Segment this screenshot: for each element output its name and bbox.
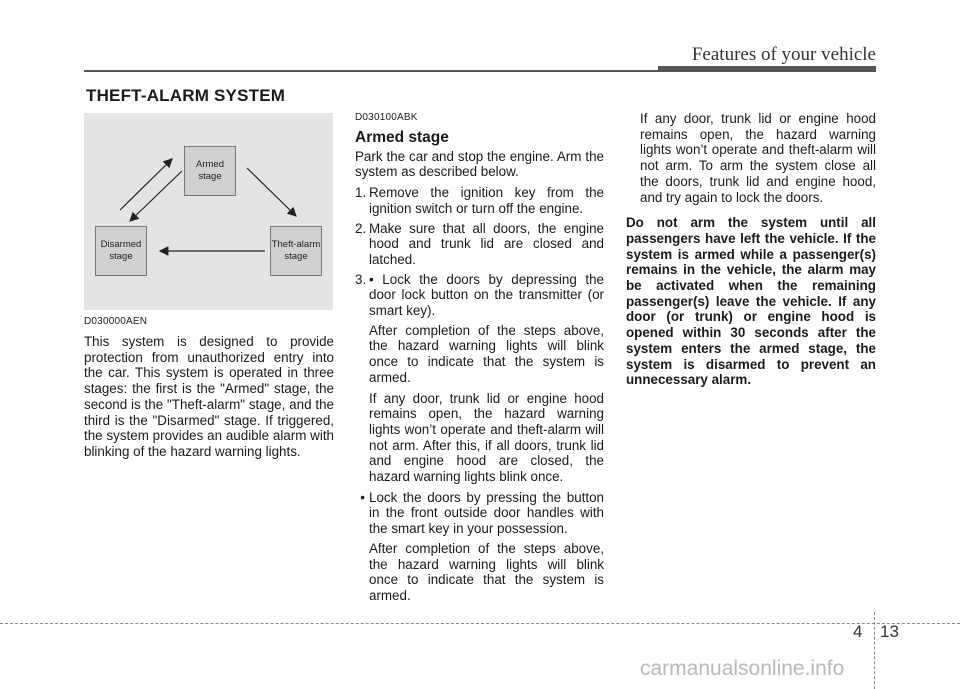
diagram-arrows (84, 113, 333, 310)
step-1-number: 1. (355, 185, 367, 201)
section-code: D030000AEN (84, 316, 148, 327)
column-3 (626, 111, 876, 393)
page-header-title: Features of your vehicle (691, 44, 876, 65)
theft-alarm-stage-label: Theft-alarm stage (271, 239, 321, 262)
chapter-number: 4 (853, 622, 863, 641)
step-2-number: 2. (355, 220, 367, 236)
column-2 (355, 112, 604, 609)
open-door-paragraph: If any door, trunk lid or engine hood remains open, the hazard warning lights won’t operate and theft-alarm will not arm. To arm the system close all the doors, trunk lid and engine hood, and try again to lock the doors. (640, 111, 876, 205)
bullet-b-marker: • (360, 489, 365, 505)
bullet-b-para: After completion of the steps above, the hazard warning lights will blink once to indicate that the system is armed. (369, 540, 604, 603)
step-3-para-a2: If any door, trunk lid or engine hood remains open, the hazard warning lights won’t operate and theft-alarm will not arm. After this, if all doors, trunk lid and engine hood are closed, the hazard warning lights blink once. (369, 390, 604, 485)
step-3-para-a1: After completion of the steps above, the hazard warning lights will blink once to indicate that the system is armed. (369, 322, 604, 385)
arrow-armed-to-theft (247, 168, 296, 216)
armed-stage-box (184, 146, 236, 196)
step-3-bullet-a: • Lock the doors by depressing the door lock button on the transmitter (or smart key). (369, 271, 604, 319)
step-1-text: Remove the ignition key from the ignition switch or turn off the engine. (369, 185, 604, 216)
step-2-text: Make sure that all doors, the engine hood and trunk lid are closed and latched. (369, 220, 604, 267)
step-2 (355, 221, 604, 268)
step-3 (355, 272, 604, 319)
watermark: carmanualsonline.info (640, 657, 845, 680)
arrow-disarmed-to-armed (120, 159, 172, 210)
warning-paragraph: Do not arm the system until all passengers have left the vehicle. If the system is armed while a passenger(s) remains in the vehicle, the alarm may be activated when the remaining passenger(s) leave the vehicle. If any door (or trunk) or engine hood is opened within 30 seconds after the system enters the armed stage, the system is disarmed to prevent an unnecessary alarm. (626, 215, 876, 388)
header-bar (658, 66, 876, 72)
footer-rule (0, 623, 960, 624)
page-number: 13 (880, 622, 899, 641)
armed-stage-label: Armed stage (196, 159, 224, 182)
arrow-armed-to-disarmed (130, 171, 182, 221)
step-1 (355, 185, 604, 216)
armed-section-code: D030100ABK (355, 112, 418, 123)
disarmed-stage-label: Disarmed stage (100, 239, 142, 262)
disarmed-stage-box (95, 226, 147, 276)
bullet-b-text: Lock the doors by pressing the button in the front outside door handles with the smart key in your possession. (369, 489, 604, 537)
armed-stage-heading: Armed stage (355, 129, 449, 146)
armed-intro: Park the car and stop the engine. Arm the system as described below. (355, 148, 604, 180)
column-1 (84, 316, 334, 465)
footer-divider (874, 612, 875, 689)
step-3-number: 3. (355, 271, 367, 287)
theft-alarm-diagram (84, 113, 333, 310)
section-title: THEFT-ALARM SYSTEM (86, 86, 286, 105)
theft-alarm-stage-box (270, 226, 322, 276)
intro-paragraph: This system is designed to provide protection from unauthorized entry into the car. This system is operated in three stages: the first is the "Armed" stage, the second is the "Theft-alarm" stage, and the third is the "Disarmed" stage. If triggered, the system provides an audible alarm with blinking of the hazard warning lights. (84, 334, 334, 459)
bullet-b (355, 490, 604, 537)
